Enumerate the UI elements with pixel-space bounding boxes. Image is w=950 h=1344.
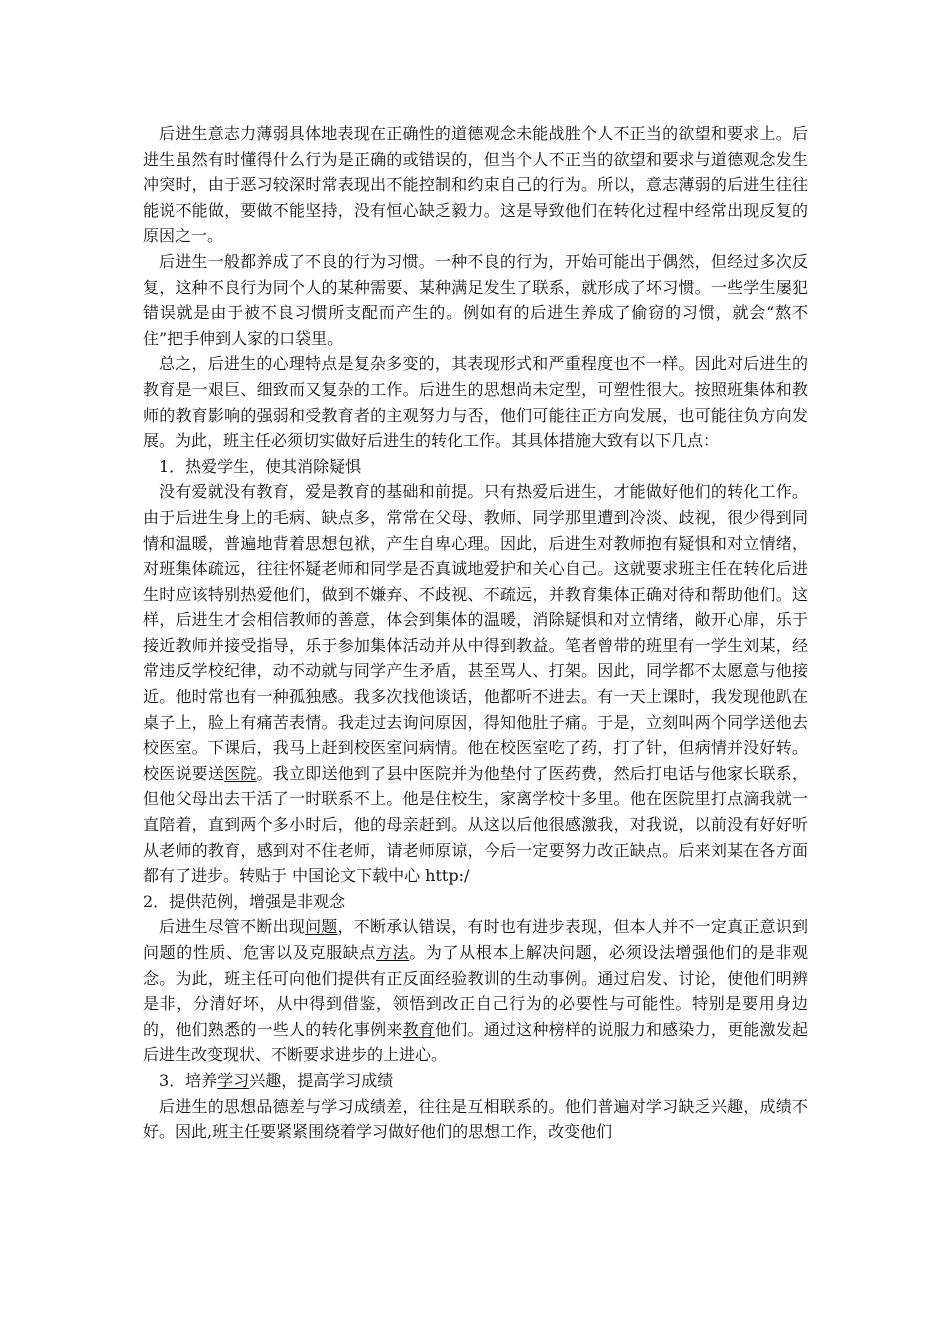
section-heading-3 bbox=[143, 1068, 808, 1094]
problem-link[interactable]: 问题 bbox=[305, 917, 338, 937]
text-segment: 他们。通过这种榜样的说服力和感染力，更能激发起后进生改变现状、不断要求进步的上进心。 bbox=[143, 1019, 808, 1065]
paragraph-habits: 后进生一般都养成了不良的行为习惯。一种不良的行为，开始可能出于偶然，但经过多次反复，这种不良行为同个人的某种需要、某种满足发生了联系，就形成了坏习惯。一些学生屡犯错误就是由于被不良习惯所支配而产生的。例如有的后进生养成了偷窃的习惯，就会“熬不住”把手伸到人家的口袋里。 bbox=[143, 251, 808, 348]
paragraph-willpower: 后进生意志力薄弱具体地表现在正确性的道德观念未能战胜个人不正当的欲望和要求上。后进生虽然有时懂得什么行为是正确的或错误的，但当个人不正当的欲望和要求与道德观念发生冲突时，由于恶习较深时常表现出不能控制和约束自己的行为。所以，意志薄弱的后进生往往能说不能做，要做不能坚持，没有恒心缺乏毅力。这是导致他们在转化过程中经常出现反复的原因之一。 bbox=[143, 124, 808, 246]
paragraph-interest: 后进生的思想品德差与学习成绩差，往往是互相联系的。他们普遍对学习缺乏兴趣，成绩不好。因此,班主任要紧紧围绕着学习做好他们的思想工作，改变他们 bbox=[143, 1096, 808, 1142]
hospital-link[interactable]: 医院 bbox=[224, 763, 257, 783]
text-segment: 后进生尽管不断出现 bbox=[159, 917, 306, 937]
paragraph-examples bbox=[143, 914, 808, 1068]
text-segment: 兴趣，提高学习成绩 bbox=[249, 1070, 394, 1090]
section-heading-2: 2．提供范例，增强是非观念 bbox=[143, 891, 346, 911]
paragraph-summary: 总之，后进生的心理特点是复杂多变的，其表现形式和严重程度也不一样。因此对后进生的教育是一艰巨、细致而又复杂的工作。后进生的思想尚未定型，可塑性很大。按照班集体和教师的教育影响的强弱和受教育者的主观努力与否，他们可能往正方向发展，也可能往负方向发展。为此，班主任必须切实做好后进生的转化工作。其具体措施大致有以下几点： bbox=[143, 354, 808, 451]
method-link[interactable]: 方法 bbox=[375, 943, 410, 962]
text-segment: 。为了从根本上解决问题，必须设法增强他们的是非观念。为此，班主任可向他们提供有正反面经验教训的生动事例。通过启发、讨论，使他们明辨是非，分清好坏，从中得到借鉴，领悟到改正自己行为的必要性与可能性。特别是要用身边的，他们熟悉的一些人的转化事例来 bbox=[143, 943, 808, 1039]
document-page bbox=[143, 121, 808, 1145]
text-segment: 没有爱就没有教育，爱是教育的基础和前提。只有热爱后进生，才能做好他们的转化工作。由于后进生身上的毛病、缺点多，常常在父母、教师、同学那里遭到冷淡、歧视，很少得到同情和温暖，普遍地背着思想包袱，产生自卑心理。因此，后进生对教师抱有疑惧和对立情绪，对班集体疏远，往往怀疑老师和同学是否真诚地爱护和关心自己。这就要求班主任在转化后进生时应该特别热爱他们，做到不嫌弃、不歧视、不疏远，并教育集体正确对待和帮助他们。这样，后进生才会相信教师的善意，体会到集体的温暖，消除疑惧和对立情绪，敞开心扉，乐于接近教师并接受指导，乐于参加集体活动并从中得到教益。笔者曾带的班里有一学生刘某，经常违反学校纪律，动不动就与同学产生矛盾，甚至骂人、打架。因此，同学都不太愿意与他接近。他时常也有一种孤独感。我多次找他谈话，他都听不进去。有一天上课时，我发现他趴在桌子上，脸上有痛苦表情。我走过去询问原因，得知他肚子痛。于是，立刻叫两个同学送他去校医室。下课后，我马上赶到校医室问病情。他在校医室吃了药，打了针，但病情并没好转。校医说要送 bbox=[143, 482, 808, 783]
text-segment: 3．培养 bbox=[159, 1070, 218, 1090]
section-heading-1: 1．热爱学生，使其消除疑惧 bbox=[159, 456, 362, 476]
text-segment: ，不断承认错误，有时也有进步表现，但本人并不一定真正意识到问题的性质、危害以及克服缺点 bbox=[143, 917, 808, 962]
paragraph-love-students bbox=[143, 479, 808, 889]
study-link[interactable]: 学习 bbox=[217, 1070, 250, 1090]
education-link[interactable]: 教育 bbox=[402, 1019, 436, 1039]
text-segment: 。我立即送他到了县中医院并为他垫付了医药费，然后打电话与他家长联系，但他父母出去干活了一时联系不上。他是住校生，家离学校十多里。他在医院里打点滴我就一直陪着，直到两个多小时后，他的母亲赶到。从这以后他很感激我，对我说，以前没有好好听从老师的教育，感到对不住老师，请老师原谅，今后一定要努力改正缺点。后来刘某在各方面都有了进步。转贴于 中国论文下载中心 http:/ bbox=[143, 763, 808, 886]
